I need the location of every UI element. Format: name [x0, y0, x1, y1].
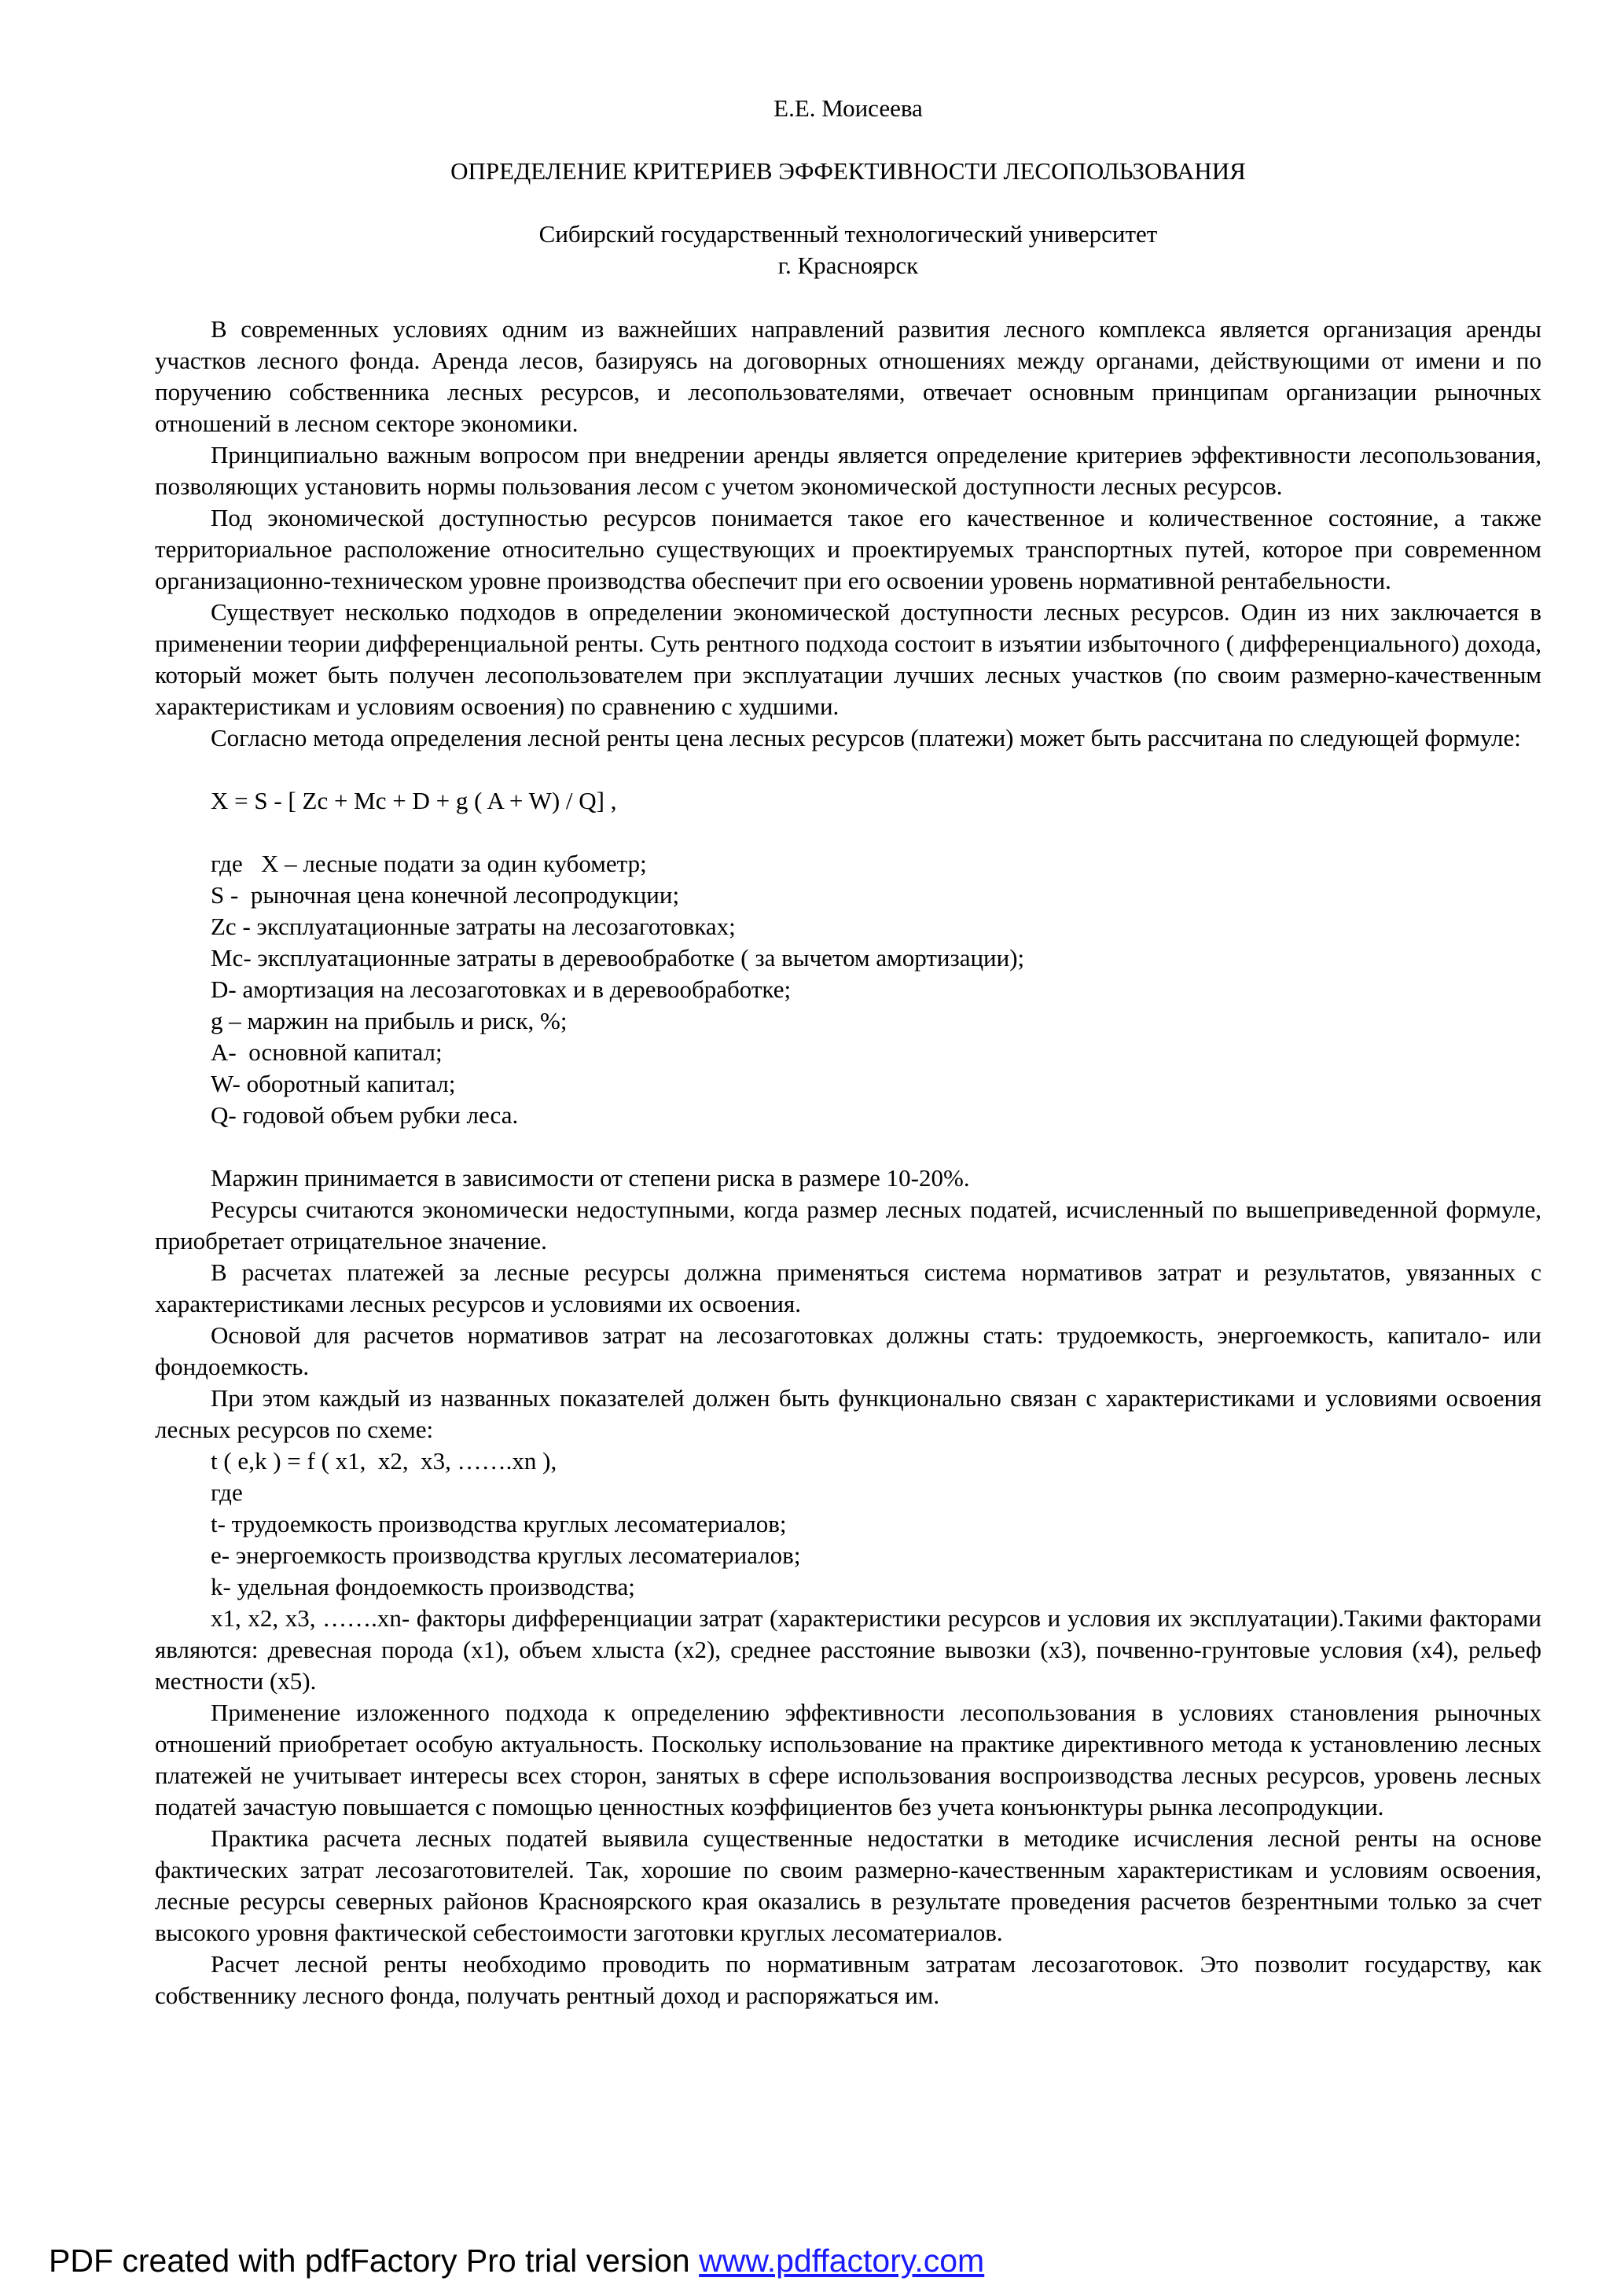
- definition-line: Mc- эксплуатационные затраты в деревообработке ( за вычетом амортизации);: [211, 944, 1025, 972]
- definition-line: Zc - эксплуатационные затраты на лесозаготовках;: [211, 913, 736, 940]
- paragraph-12: Применение изложенного подхода к определению эффективности лесопользования в условиях становления рыночных отношений приобретает особую актуальность. Поскольку использование на практике директивного метода к установлению лесных платежей не учитывает интересы всех сторон, занятых в сфере использования воспроизводства лесных ресурсов, уровень лесных податей зачастую повышается с помощью ценностных коэффициентов без учета конъюнктуры рынка лесопродукции.: [155, 1699, 1541, 1820]
- pdf-footer: [49, 2241, 984, 2280]
- formula-definitions: [211, 848, 1541, 1131]
- scheme-where: где: [211, 1479, 243, 1506]
- paragraph-11: x1, x2, x3, …….xn- факторы дифференциации затрат (характеристики ресурсов и условия их эксплуатации).Такими факторами являются: древесная порода (x1), объем хлыста (x2), среднее расстояние вывозки (x3), почвенно-грунтовые условия (x4), рельеф местности (x5).: [155, 1604, 1541, 1695]
- definition-line: где X – лесные подати за один кубометр;: [211, 850, 647, 877]
- article-title: ОПРЕДЕЛЕНИЕ КРИТЕРИЕВ ЭФФЕКТИВНОСТИ ЛЕСОПОЛЬЗОВАНИЯ: [450, 157, 1246, 185]
- rent-formula: X = S - [ Zc + Mc + D + g ( A + W) / Q] ,: [211, 787, 617, 814]
- paragraph-1: В современных условиях одним из важнейших направлений развития лесного комплекса является организация аренды участков лесного фонда. Аренда лесов, базируясь на договорных отношениях между органами, действующими от имени и по поручению собственника лесных ресурсов, и лесопользователями, отвечает основным принципам организации рыночных отношений в лесном секторе экономики.: [155, 315, 1541, 437]
- definition-line: S - рыночная цена конечной лесопродукции;: [211, 881, 680, 909]
- paragraph-10: При этом каждый из названных показателей должен быть функционально связан с характеристиками и условиями освоения лесных ресурсов по схеме:: [155, 1384, 1541, 1443]
- paragraph-7: Ресурсы считаются экономически недоступными, когда размер лесных податей, исчисленный по вышеприведенной формуле, приобретает отрицательное значение.: [155, 1196, 1541, 1255]
- paragraph-9: Основой для расчетов нормативов затрат на лесозаготовках должны стать: трудоемкость, энергоемкость, капитало- или фондоемкость.: [155, 1321, 1541, 1380]
- paragraph-2: Принципиально важным вопросом при внедрении аренды является определение критериев эффективности лесопользования, позволяющих установить нормы пользования лесом с учетом экономической доступности лесных ресурсов.: [155, 441, 1541, 500]
- paragraph-14: Расчет лесной ренты необходимо проводить по нормативным затратам лесозаготовок. Это позволит государству, как собственнику лесного фонда, получать рентный доход и распоряжаться им.: [155, 1950, 1541, 2009]
- definition-line: W- оборотный капитал;: [211, 1070, 456, 1097]
- paragraph-13: Практика расчета лесных податей выявила существенные недостатки в методике исчисления лесной ренты на основе фактических затрат лесозаготовителей. Так, хорошие по своим размерно-качественным характеристикам и условиям освоения, лесные ресурсы северных районов Красноярского края оказались в результате проведения расчетов безрентными только за счет высокого уровня фактической себестоимости заготовки круглых лесоматериалов.: [155, 1824, 1541, 1946]
- scheme-formula: t ( e,k ) = f ( x1, x2, x3, …….xn ),: [211, 1447, 557, 1475]
- scheme-definition-line: t- трудоемкость производства круглых лесоматериалов;: [211, 1510, 787, 1537]
- city: г. Красноярск: [777, 252, 919, 279]
- footer-text: PDF created with pdfFactory Pro trial version: [49, 2243, 700, 2279]
- affiliation-block: [155, 219, 1541, 281]
- author-name: Е.Е. Моисеева: [773, 94, 923, 122]
- scheme-definitions: [211, 1508, 1541, 1603]
- paragraph-6: Маржин принимается в зависимости от степени риска в размере 10-20%.: [211, 1164, 970, 1192]
- paragraph-5: Согласно метода определения лесной ренты цена лесных ресурсов (платежи) может быть рассчитана по следующей формуле:: [211, 724, 1521, 751]
- footer-link[interactable]: www.pdffactory.com: [699, 2243, 985, 2279]
- paragraph-8: В расчетах платежей за лесные ресурсы должна применяться система нормативов затрат и результатов, увязанных с характеристиками лесных ресурсов и условиями их освоения.: [155, 1258, 1541, 1317]
- definition-line: g – маржин на прибыль и риск, %;: [211, 1007, 568, 1034]
- definition-line: A- основной капитал;: [211, 1038, 443, 1066]
- definition-line: Q- годовой объем рубки леса.: [211, 1101, 519, 1129]
- article-body: [155, 93, 1541, 2011]
- paragraph-3: Под экономической доступностью ресурсов понимается такое его качественное и количественное состояние, а также территориальное расположение относительно существующих и проектируемых транспортных путей, которое при современном организационно-техническом уровне производства обеспечит при его освоении уровень нормативной рентабельности.: [155, 504, 1541, 594]
- scheme-definition-line: k- удельная фондоемкость производства;: [211, 1573, 635, 1600]
- affiliation: Сибирский государственный технологический университет: [538, 220, 1158, 248]
- scheme-definition-line: e- энергоемкость производства круглых лесоматериалов;: [211, 1541, 801, 1569]
- definition-line: D- амортизация на лесозаготовках и в деревообработке;: [211, 975, 792, 1003]
- paragraph-4: Существует несколько подходов в определении экономической доступности лесных ресурсов. Один из них заключается в применении теории дифференциальной ренты. Суть рентного подхода состоит в изъятии избыточного ( дифференциального) дохода, который может быть получен лесопользователем при эксплуатации лучших лесных участков (по своим размерно-качественным характеристикам и условиям освоения) по сравнению с худшими.: [155, 598, 1541, 720]
